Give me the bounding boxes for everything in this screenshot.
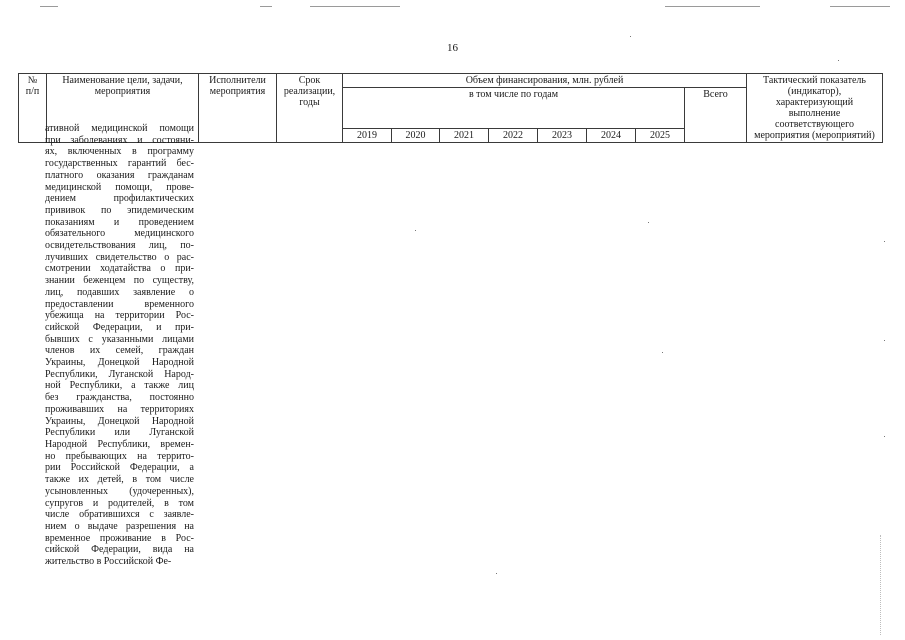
measure-name-line: смотрении ходатайства о при- [45,263,194,275]
measure-name-line: предоставлении временного [45,298,194,310]
header-year: 2025 [636,129,685,143]
measure-name-line: бывших с указанными лицами [45,333,194,345]
header-year: 2022 [489,129,538,143]
measure-name-line: проживавших на территориях [45,403,194,415]
measure-name-line: обязательного медицинского [45,228,194,240]
measure-name-line: сийской Федерации, вида на [45,544,194,556]
measure-name-line: освидетельствования лиц, по- [45,240,194,252]
scan-artifact-line [830,6,890,7]
measure-name-line: знании беженцем по существу, [45,275,194,287]
scan-speck [648,222,649,223]
measure-name-line: числе обратившихся с заявле- [45,509,194,521]
scan-speck [884,436,885,437]
measure-name-line: Народной Республики, времен- [45,438,194,450]
measure-name-line: также их детей, в том числе [45,474,194,486]
header-num: № п/п [19,74,47,143]
measure-name-line: супругов и родителей, в том [45,497,194,509]
page-number: 16 [447,42,458,54]
measure-name-line: членов их семей, граждан [45,345,194,357]
scan-speck [662,352,663,353]
scan-speck [884,241,885,242]
measure-name-line: но пребывающих на террито- [45,450,194,462]
measure-name-line: рии Российской Федерации, а [45,462,194,474]
measure-name-line: без гражданства, постоянно [45,392,194,404]
measure-name-line: дением профилактических [45,193,194,205]
header-funding: Объем финансирования, млн. рублей [343,74,747,88]
header-indicator: Тактический показатель (индикатор), характеризующий выполнение соответствующего мероприятия (мероприятий) [747,74,883,143]
scan-artifact-line [260,6,272,7]
measure-name-line: показаниям и проведением [45,216,194,228]
scan-edge-marks [880,535,889,635]
measure-name-line: убежища на территории Рос- [45,310,194,322]
measure-name-line: лучивших свидетельство о рас- [45,251,194,263]
header-term: Срок реализации, годы [277,74,343,143]
measure-name-line: ной Республики, а также лиц [45,380,194,392]
scan-artifact-line [40,6,58,7]
measure-name-line: прививок по эпидемическим [45,204,194,216]
scan-artifact-line [665,6,760,7]
measure-name-line: сийской Федерации, и при- [45,321,194,333]
header-by-years: в том числе по годам [343,88,685,129]
measure-name-line: Республики, Луганской Народ- [45,368,194,380]
header-year: 2024 [587,129,636,143]
header-name: Наименование цели, задачи, мероприятия [47,74,199,143]
scan-artifact-line [310,6,400,7]
measure-name-line: лиц, подавших заявление о [45,286,194,298]
measure-name-line: временное проживание в Рос- [45,532,194,544]
header-year: 2019 [343,129,392,143]
measure-name-line: Республики или Луганской [45,427,194,439]
measure-name-line: медицинской помощи, прове- [45,181,194,193]
measure-name-line: ативной медицинской помощи [45,123,194,134]
header-year: 2021 [440,129,489,143]
scan-speck [496,573,497,574]
header-year: 2020 [392,129,440,143]
scan-speck [884,340,885,341]
measure-name-line: Украины, Донецкой Народной [45,415,194,427]
scan-speck [415,230,416,231]
measure-name-line: платного оказания гражданам [45,169,194,181]
measure-name-continued [45,123,194,568]
measure-name-line: государственных гарантий бес- [45,158,194,170]
scan-speck [838,60,839,61]
header-executors: Исполнители мероприятия [199,74,277,143]
measure-name-line: жительство в Российской Фе- [45,556,172,568]
measure-name-line: усыновленных (удочеренных), [45,485,194,497]
scan-speck [630,36,631,37]
measure-name-line: Украины, Донецкой Народной [45,357,194,369]
measure-name-line: нием о выдаче разрешения на [45,520,194,532]
header-year: 2023 [538,129,587,143]
measure-name-line: при заболеваниях и состояни- [45,134,194,146]
measure-name-line: ях, включенных в программу [45,146,194,158]
header-total: Всего [685,88,747,143]
